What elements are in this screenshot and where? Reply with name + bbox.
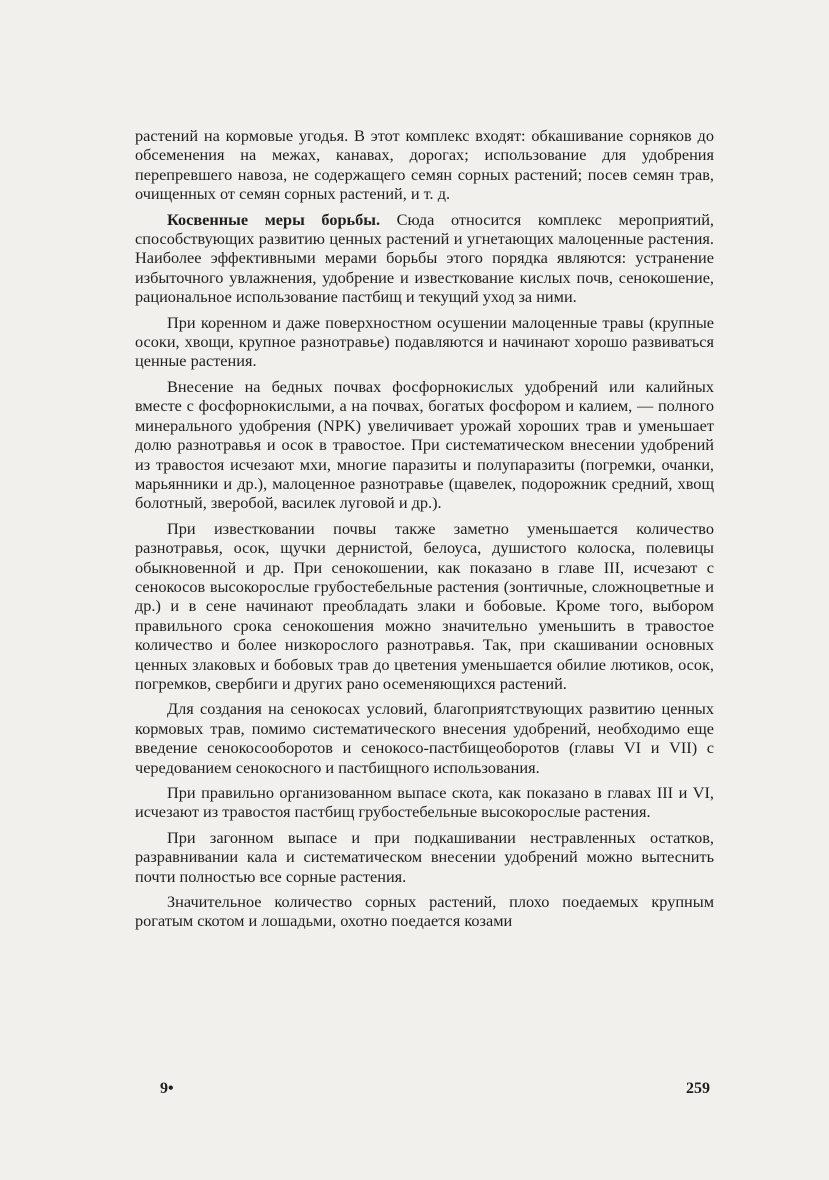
paragraph-7: При правильно организованном выпасе скота, как показано в главах III и VI, исчезают из травостоя пастбищ грубостебельные высокорослые растения. — [135, 783, 714, 822]
page-number: 259 — [686, 1080, 710, 1097]
paragraph-5: При известковании почвы также заметно уменьшается количество разнотравья, осок, щучки дернистой, белоуса, душистого колоска, полевицы обыкновенной и др. При сенокошении, как показано в главе III, исчезают с сенокосов высокорослые грубостебельные растения (зонтичные, сложноцветные и др.) и в сене начинают преобладать злаки и бобовые. Кроме того, выбором правильного срока сенокошения можно значительно уменьшить в травостое количество и более низкорослого разнотравья. Так, при скашивании основных ценных злаковых и бобовых трав до цветения уменьшается обилие лютиков, осок, погремков, свербиги и других рано осеменяющихся растений. — [135, 518, 714, 693]
paragraph-2 — [135, 210, 714, 307]
paragraph-8: При загонном выпасе и при подкашивании нестравленных остатков, разравнивании кала и систематическом внесении удобрений можно вытеснить почти полностью все сорные растения. — [135, 827, 714, 886]
paragraph-1: растений на кормовые угодья. В этот комплекс входят: обкашивание сорняков до обсеменения на межах, канавах, дорогах; использование для удобрения перепревшего навоза, не содержащего семян сорных растений; посев семян трав, очищенных от семян сорных растений, и т. д. — [135, 126, 714, 204]
paragraph-2-lead: Косвенные меры борьбы. — [167, 209, 381, 229]
signature-mark: 9• — [160, 1080, 174, 1097]
paragraph-6: Для создания на сенокосах условий, благоприятствующих развитию ценных кормовых трав, помимо систематического внесения удобрений, необходимо еще введение сенокосооборотов и сенокосо-пастбищеоборотов (главы VI и VII) с чередованием сенокосного и пастбищного использования. — [135, 699, 714, 777]
paragraph-9: Значительное количество сорных растений, плохо поедаемых крупным рогатым скотом и лошадьми, охотно поедается козами — [135, 892, 714, 931]
paragraph-4: Внесение на бедных почвах фосфорнокислых удобрений или калийных вместе с фосфорнокислыми, а на почвах, богатых фосфором и калием, — полного минерального удобрения (NPK) увеличивает урожай хороших трав и уменьшает долю разнотравья и осок в травостое. При систематическом внесении удобрений из травостоя исчезают мхи, многие паразиты и полупаразиты (погремки, очанки, марьянники и др.), малоценное разнотравье (щавелек, подорожник средний, хвощ болотный, зверобой, василек луговой и др.). — [135, 376, 714, 513]
page-body — [135, 126, 714, 937]
paragraph-2-body: Сюда относится комплекс мероприятий, способствующих развитию ценных растений и угнетающих малоценные растения. Наиболее эффективными мерами борьбы этого порядка являются: устранение избыточного увлажнения, удобрение и известкование кислых почв, сенокошение, рациональное использование пастбищ и текущий уход за ними. — [135, 209, 714, 307]
paragraph-3: При коренном и даже поверхностном осушении малоценные травы (крупные осоки, хвощи, крупное разнотравье) подавляются и начинают хорошо развиваться ценные растения. — [135, 312, 714, 371]
